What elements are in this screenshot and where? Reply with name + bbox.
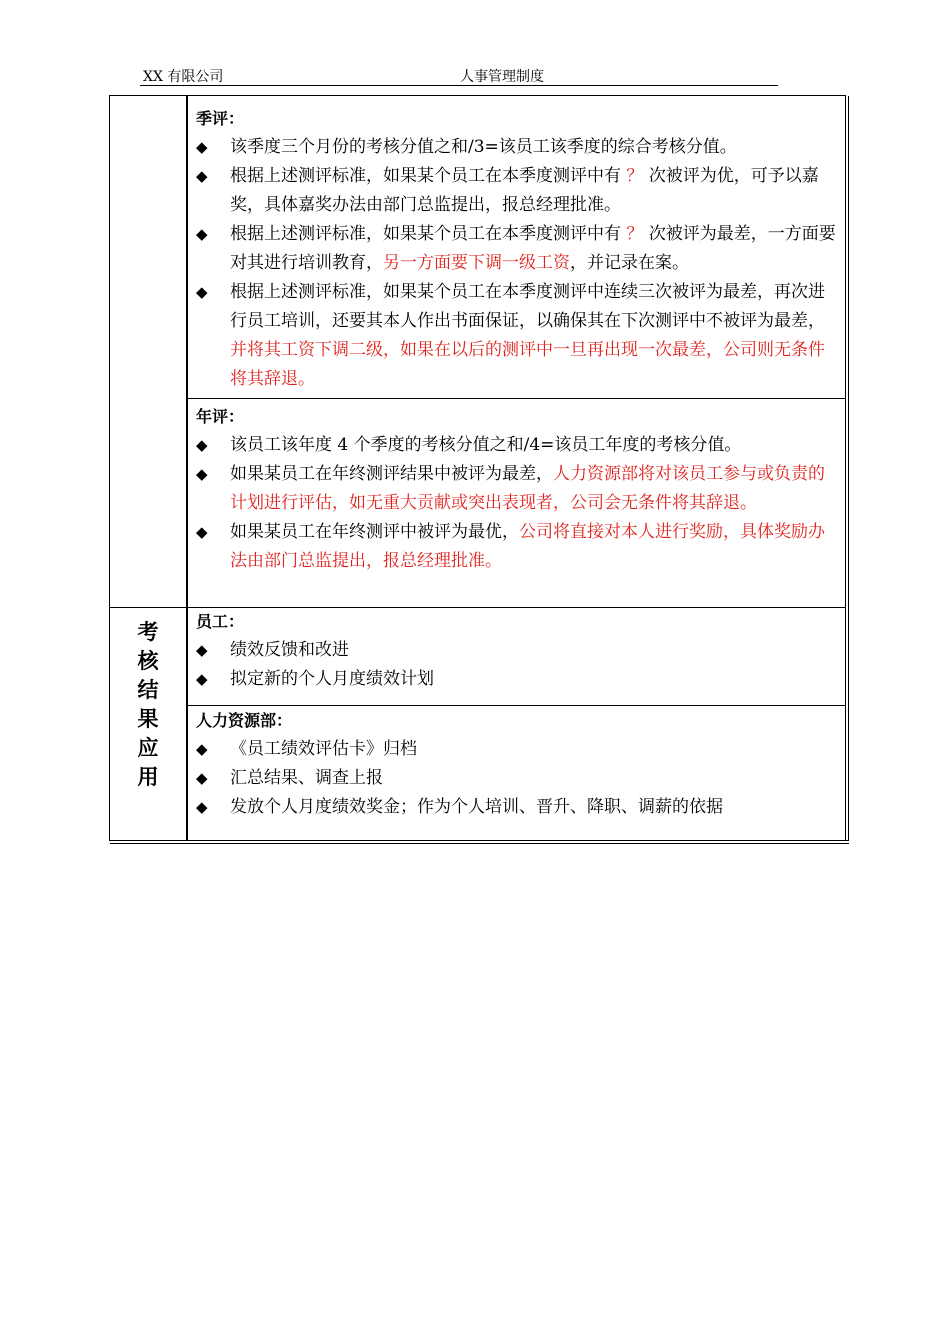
list-item (196, 220, 840, 278)
diamond-bullet-icon: ◆ (196, 138, 208, 156)
diamond-bullet-icon: ◆ (196, 769, 208, 787)
item-highlight: ？ (621, 224, 649, 244)
item-highlight: 另一方面要下调一级工资 (383, 253, 570, 273)
header-company: XX 有限公司 (143, 69, 224, 85)
annual-cell (196, 402, 840, 576)
label-char: 用 (137, 765, 159, 789)
label-char: 考 (137, 620, 159, 644)
diamond-bullet-icon: ◆ (196, 641, 208, 659)
item-highlight: 公司将直接对本人进行奖励，具体奖励办法由部门总监提出，报总经理批准。 (230, 522, 825, 571)
item-text: 如果某员工在年终测评中被评为最优， (230, 522, 519, 542)
table-border-right (845, 96, 849, 841)
list-item (196, 162, 840, 220)
item-text: 根据上述测评标准，如果某个员工在本季度测评中有 (230, 166, 621, 186)
hr-title: 人力资源部： (196, 711, 293, 730)
diamond-bullet-icon: ◆ (196, 670, 208, 688)
annual-title: 年评： (196, 407, 245, 426)
item-text: 拟定新的个人月度绩效计划 (230, 669, 434, 689)
item-highlight: ？ (621, 166, 649, 186)
table-border-bottom (110, 840, 849, 844)
item-text: 根据上述测评标准，如果某个员工在本季度测评中连续三次被评为最差，再次进行员工培训，还要其本人作出书面保证，以确保其在下次测评中不被评为最差， (230, 282, 825, 331)
diamond-bullet-icon: ◆ (196, 283, 208, 301)
item-text: 《员工绩效评估卡》归档 (230, 739, 417, 759)
header-doc-title: 人事管理制度 (460, 69, 544, 85)
diamond-bullet-icon: ◆ (196, 798, 208, 816)
item-text: 次被评为优，可予以嘉奖，具体嘉奖办法由部门总监提出，报总经理批准。 (230, 166, 819, 215)
label-char: 果 (137, 707, 159, 731)
list-item (196, 133, 840, 162)
item-text: 该季度三个月份的考核分值之和/3=该员工该季度的综合考核分值。 (230, 137, 737, 157)
diamond-bullet-icon: ◆ (196, 465, 208, 483)
result-section-label (132, 618, 164, 792)
diamond-bullet-icon: ◆ (196, 436, 208, 454)
item-text: ，并记录在案。 (570, 253, 689, 273)
appraisal-table (109, 95, 846, 841)
item-text: 绩效反馈和改进 (230, 640, 349, 660)
diamond-bullet-icon: ◆ (196, 523, 208, 541)
list-item (196, 793, 840, 822)
item-text: 汇总结果、调查上报 (230, 768, 383, 788)
item-text: 次被评为最差，一方面要对其进行培训教育， (230, 224, 836, 273)
diamond-bullet-icon: ◆ (196, 167, 208, 185)
quarterly-title: 季评： (196, 109, 245, 128)
diamond-bullet-icon: ◆ (196, 740, 208, 758)
list-item (196, 665, 840, 694)
list-item (196, 431, 840, 460)
quarterly-cell (196, 104, 840, 394)
list-item (196, 735, 840, 764)
header-rule (140, 85, 778, 86)
label-char: 核 (137, 649, 159, 673)
item-text: 该员工该年度 4 个季度的考核分值之和/4=该员工年度的考核分值。 (230, 435, 742, 455)
item-highlight: 人力资源部将对该员工参与或负责的计划进行评估，如无重大贡献或突出表现者，公司会无条件将其辞退。 (230, 464, 825, 513)
employee-title: 员工： (196, 612, 245, 631)
list-item (196, 460, 840, 518)
hr-cell (196, 706, 840, 822)
list-item (196, 518, 840, 576)
item-text: 根据上述测评标准，如果某个员工在本季度测评中有 (230, 224, 621, 244)
item-text: 发放个人月度绩效奖金；作为个人培训、晋升、降职、调薪的依据 (230, 797, 723, 817)
diamond-bullet-icon: ◆ (196, 225, 208, 243)
column-divider (186, 96, 188, 841)
list-item (196, 278, 840, 394)
label-char: 应 (137, 736, 159, 760)
row-divider-annual (188, 398, 846, 399)
label-char: 结 (137, 678, 159, 702)
item-highlight: 并将其工资下调二级，如果在以后的测评中一旦再出现一次最差，公司则无条件将其辞退。 (230, 340, 825, 389)
item-text: 如果某员工在年终测评结果中被评为最差， (230, 464, 553, 484)
list-item (196, 764, 840, 793)
list-item (196, 636, 840, 665)
employee-cell (196, 607, 840, 694)
